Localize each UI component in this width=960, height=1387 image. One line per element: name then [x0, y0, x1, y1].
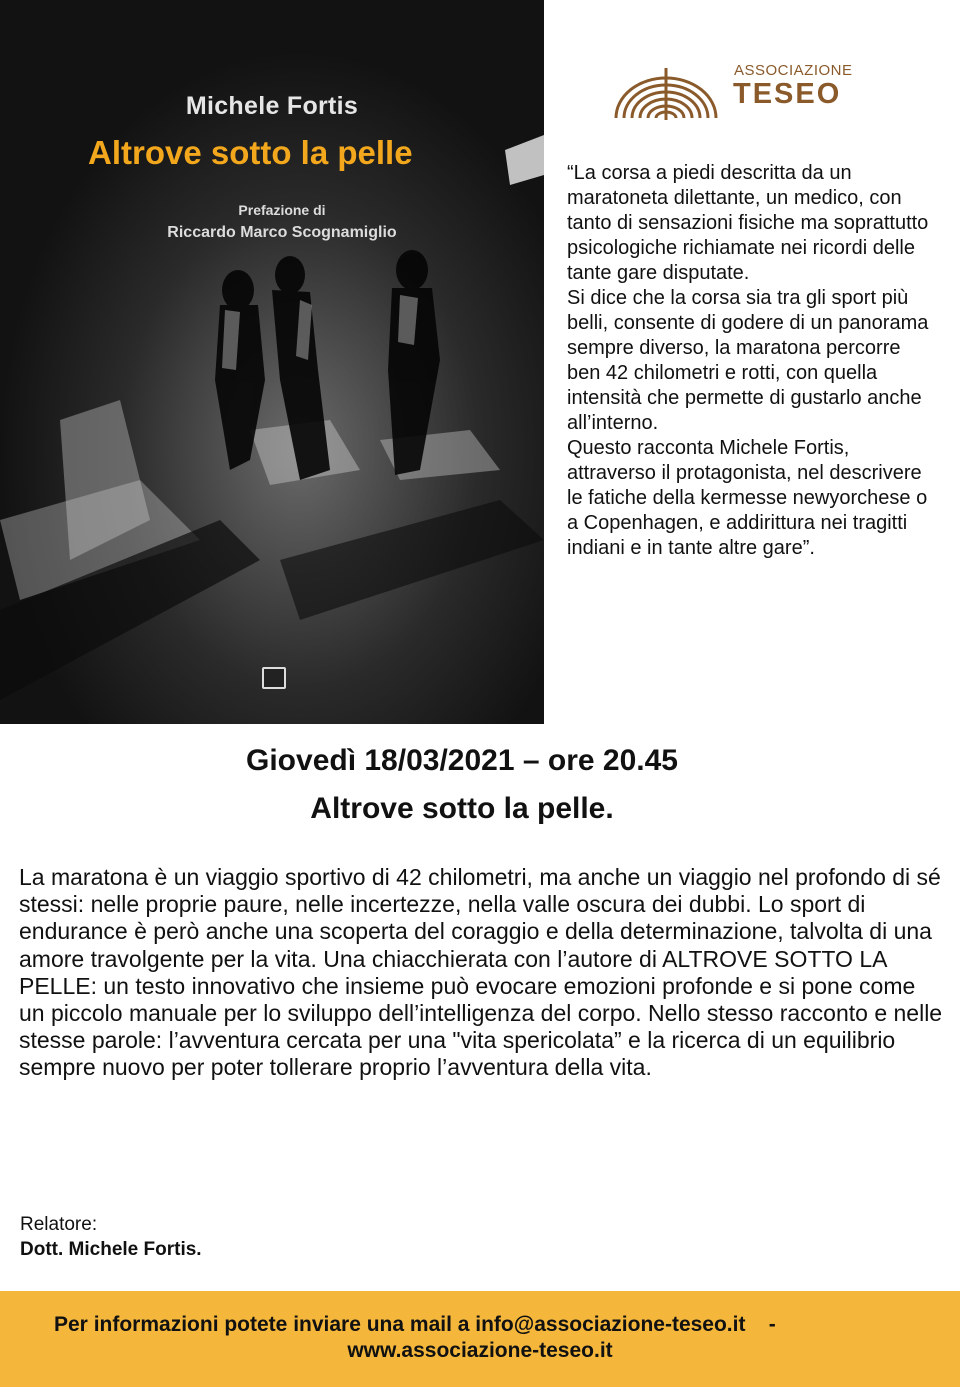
logo-big-text: TESEO — [733, 78, 842, 110]
footer-contact-text: Per informazioni potete inviare una mail a info@associazione-teseo.it - — [54, 1313, 776, 1336]
cover-author: Michele Fortis — [185, 92, 359, 120]
association-logo — [610, 48, 870, 122]
quote-paragraph: Si dice che la corsa sia tra gli sport più belli, consente di godere di un panorama sempre diverso, la maratona percorre ben 42 chilometri e rotti, con quella intensità che permette di gustarlo anche all’interno. — [567, 287, 929, 434]
publisher-logo-icon — [262, 667, 286, 689]
speaker-label: Relatore: — [20, 1214, 98, 1235]
cover-title: Altrove sotto la pelle — [88, 134, 413, 171]
cover-preface-label: Prefazione di — [238, 202, 326, 218]
labyrinth-icon — [610, 48, 722, 122]
book-quote — [567, 161, 937, 561]
event-description: La maratona è un viaggio sportivo di 42 chilometri, ma anche un viaggio nel profondo di sé stessi: nelle proprie paure, nelle incertezze, nella valle oscura dei dubbi. Lo sport di endurance è però anche una scoperta del coraggio e della determinazione, talvolta di una amore travolgente per la vita. Una chiacchierata con l’autore di ALTROVE SOTTO LA PELLE: un testo innovativo che insieme può evocare emozioni profonde e si pone come un piccolo manuale per lo sviluppo dell’intelligenza del corpo. Nello stesso racconto e nelle stesse parole: l’avventura cercata per una "vita spericolata” e la ricerca di un equilibrio sempre nuovo per poter tollerare proprio l’avventura della vita. — [19, 864, 943, 1081]
quote-paragraph: “La corsa a piedi descritta da un maratoneta dilettante, un medico, con tanto di sensazioni fisiche ma soprattutto psicologiche richiamate nei ricordi delle tante gare disputate. — [567, 162, 929, 284]
footer-website-link[interactable]: www.associazione-teseo.it — [347, 1339, 613, 1362]
logo-small-text: ASSOCIAZIONE — [734, 62, 853, 79]
info-footer — [0, 1291, 960, 1387]
event-date: Giovedì 18/03/2021 – ore 20.45 — [246, 744, 678, 777]
cover-preface-author: Riccardo Marco Scognamiglio — [167, 224, 397, 241]
speaker-name: Dott. Michele Fortis. — [20, 1239, 202, 1260]
event-title: Altrove sotto la pelle. — [310, 792, 614, 825]
quote-paragraph: Questo racconta Michele Fortis, attraverso il protagonista, nel descrivere le fatiche della kermesse newyorchese o a Copenhagen, e addirittura nei tragitti indiani e in tante altre gare”. — [567, 437, 928, 559]
book-cover — [0, 0, 544, 724]
